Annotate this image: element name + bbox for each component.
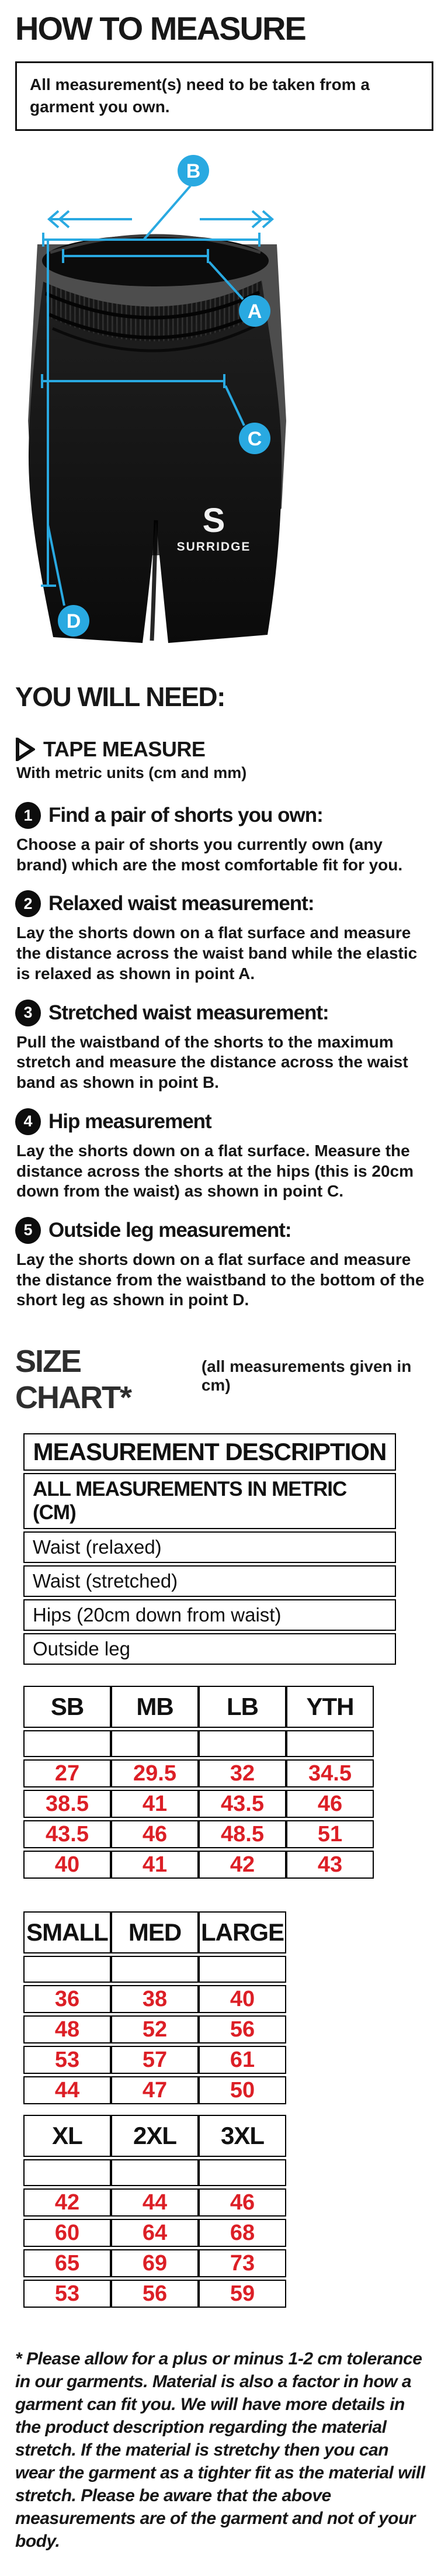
table-cell [23, 2159, 111, 2186]
column-header: YTH [286, 1686, 374, 1728]
brand-logo-mark: S [202, 502, 225, 540]
table-cell: 68 [199, 2219, 286, 2247]
table-cell [111, 1956, 199, 1983]
table-cell: 56 [111, 2280, 199, 2308]
table-cell: 64 [111, 2219, 199, 2247]
steps-list [15, 802, 433, 1311]
table-cell: 48 [23, 2015, 111, 2043]
table-cell: 38 [111, 1985, 199, 2013]
size-table-junior [23, 1683, 374, 1881]
table-row [23, 2159, 286, 2186]
table-cell: 48.5 [199, 1820, 286, 1848]
table-cell: 41 [111, 1851, 199, 1879]
step-number-badge: 2 [15, 890, 41, 917]
description-row: Waist (relaxed) [23, 1531, 396, 1563]
step-number-badge: 5 [15, 1217, 41, 1244]
table-row [23, 1790, 374, 1818]
table-header-row [23, 1686, 374, 1728]
table-cell: 69 [111, 2249, 199, 2277]
you-will-need-heading: YOU WILL NEED: [15, 682, 225, 713]
table-cell: 57 [111, 2046, 199, 2074]
shorts-measurement-diagram [26, 146, 306, 661]
size-chart-heading [15, 1343, 433, 1416]
table-cell: 65 [23, 2249, 111, 2277]
brand-logo-text: SURRIDGE [176, 540, 251, 554]
table-cell: 42 [23, 2188, 111, 2217]
step-body: Lay the shorts down on a flat surface. Measure the distance across the shorts at the hips (this is 20cm down from the waist) as shown in point C. [16, 1141, 414, 1201]
table-header-row [23, 2115, 286, 2157]
step-item [15, 1000, 433, 1093]
column-header: LARGE [199, 1911, 286, 1953]
table-cell: 32 [199, 1759, 286, 1787]
table-cell [199, 2159, 286, 2186]
step-item [15, 1217, 433, 1311]
step-body: Lay the shorts down on a flat surface and measure the distance from the waistband to the bottom of the short leg as shown in point D. [16, 1250, 425, 1309]
size-chart-title: SIZE CHART* [15, 1344, 131, 1416]
description-row: Hips (20cm down from waist) [23, 1599, 396, 1631]
table-row [23, 2015, 286, 2043]
table-cell [286, 1730, 374, 1757]
table-cell: 42 [199, 1851, 286, 1879]
tape-measure-subtitle: With metric units (cm and mm) [16, 764, 247, 782]
table-cell: 44 [23, 2076, 111, 2104]
step-number-badge: 4 [15, 1108, 41, 1135]
step-item [15, 1108, 433, 1202]
svg-text:A: A [247, 300, 262, 323]
tape-measure-item [15, 737, 433, 762]
table-cell: 41 [111, 1790, 199, 1818]
table-cell [23, 1956, 111, 1983]
table-cell: 34.5 [286, 1759, 374, 1787]
table-cell: 40 [23, 1851, 111, 1879]
measurement-description-table [23, 1431, 396, 1667]
table-cell: 53 [23, 2280, 111, 2308]
table-cell [23, 1730, 111, 1757]
step-number-badge: 3 [15, 1000, 41, 1026]
table-row [23, 1820, 374, 1848]
step-title: Hip measurement [48, 1109, 211, 1133]
table-cell: 38.5 [23, 1790, 111, 1818]
table-cell: 43 [286, 1851, 374, 1879]
tolerance-footnote: * Please allow for a plus or minus 1-2 cm tolerance in our garments. Material is also a factor in how a garment can fit you. We will have more details in the product description regarding the material stretch. If the material is stretchy then you can wear the garment as a tighter fit as the material will stretch. Please be aware that the above measurements are of the garment and not of your body. [15, 2349, 425, 2551]
column-header: SMALL [23, 1911, 111, 1953]
table-cell: 53 [23, 2046, 111, 2074]
step-body: Choose a pair of shorts you currently own (any brand) which are the most comfortable fit for you. [16, 835, 403, 874]
table-cell: 46 [111, 1820, 199, 1848]
size-table-adult [23, 1909, 286, 2107]
column-header: MB [111, 1686, 199, 1728]
notice-text: All measurement(s) need to be taken from a garment you own. [30, 75, 370, 116]
table-cell: 46 [286, 1790, 374, 1818]
step-title: Stretched waist measurement: [48, 1001, 329, 1024]
table-cell: 51 [286, 1820, 374, 1848]
table-cell: 59 [199, 2280, 286, 2308]
table-row [23, 1851, 374, 1879]
step-item [15, 802, 433, 875]
svg-text:C: C [247, 428, 262, 451]
table-cell: 61 [199, 2046, 286, 2074]
shorts-figure [26, 146, 433, 663]
table-cell: 56 [199, 2015, 286, 2043]
table-header-row [23, 1911, 286, 1953]
table-cell: 36 [23, 1985, 111, 2013]
step-title: Relaxed waist measurement: [48, 892, 314, 915]
table-row [23, 1956, 286, 1983]
description-row: ALL MEASUREMENTS IN METRIC (CM) [23, 1473, 396, 1529]
table-row [23, 1730, 374, 1757]
table-row [23, 1759, 374, 1787]
table-cell: 47 [111, 2076, 199, 2104]
table-row [23, 1985, 286, 2013]
table-row [23, 2219, 286, 2247]
table-cell: 60 [23, 2219, 111, 2247]
table-cell [111, 1730, 199, 1757]
page-title: HOW TO MEASURE [15, 10, 305, 47]
step-number-badge: 1 [15, 802, 41, 829]
table-cell: 44 [111, 2188, 199, 2217]
table-cell [199, 1730, 286, 1757]
step-item [15, 890, 433, 984]
b-pointer-line [144, 186, 190, 240]
column-header: LB [199, 1686, 286, 1728]
table-cell: 46 [199, 2188, 286, 2217]
step-body: Lay the shorts down on a flat surface and measure the distance across the waist band while the elastic is relaxed as shown in point A. [16, 924, 418, 983]
description-row: Waist (stretched) [23, 1565, 396, 1597]
waist-opening [42, 235, 269, 286]
description-table-header: MEASUREMENT DESCRIPTION [23, 1433, 396, 1471]
table-cell [111, 2159, 199, 2186]
step-body: Pull the waistband of the shorts to the maximum stretch and measure the distance across the waist band as shown in point B. [16, 1032, 408, 1092]
description-row: Outside leg [23, 1633, 396, 1665]
size-chart-subtitle: (all measurements given in cm) [201, 1357, 412, 1395]
table-cell: 29.5 [111, 1759, 199, 1787]
tape-measure-triangle-icon [15, 738, 35, 761]
table-cell: 43.5 [23, 1820, 111, 1848]
table-cell: 73 [199, 2249, 286, 2277]
table-row [23, 2249, 286, 2277]
table-row [23, 2046, 286, 2074]
table-row [23, 2076, 286, 2104]
svg-text:D: D [66, 610, 81, 633]
table-row [23, 2280, 286, 2308]
column-header: 2XL [111, 2115, 199, 2157]
table-cell: 52 [111, 2015, 199, 2043]
column-header: XL [23, 2115, 111, 2157]
column-header: 3XL [199, 2115, 286, 2157]
table-cell: 43.5 [199, 1790, 286, 1818]
table-row [23, 2188, 286, 2217]
step-title: Outside leg measurement: [48, 1218, 291, 1242]
column-header: SB [23, 1686, 111, 1728]
notice-box [15, 61, 433, 131]
column-header: MED [111, 1911, 199, 1953]
size-table-xl [23, 2112, 286, 2310]
table-cell: 40 [199, 1985, 286, 2013]
svg-text:B: B [186, 160, 201, 183]
step-title: Find a pair of shorts you own: [48, 804, 323, 827]
table-cell: 27 [23, 1759, 111, 1787]
table-cell [199, 1956, 286, 1983]
tape-measure-label: TAPE MEASURE [43, 737, 206, 762]
table-cell: 50 [199, 2076, 286, 2104]
